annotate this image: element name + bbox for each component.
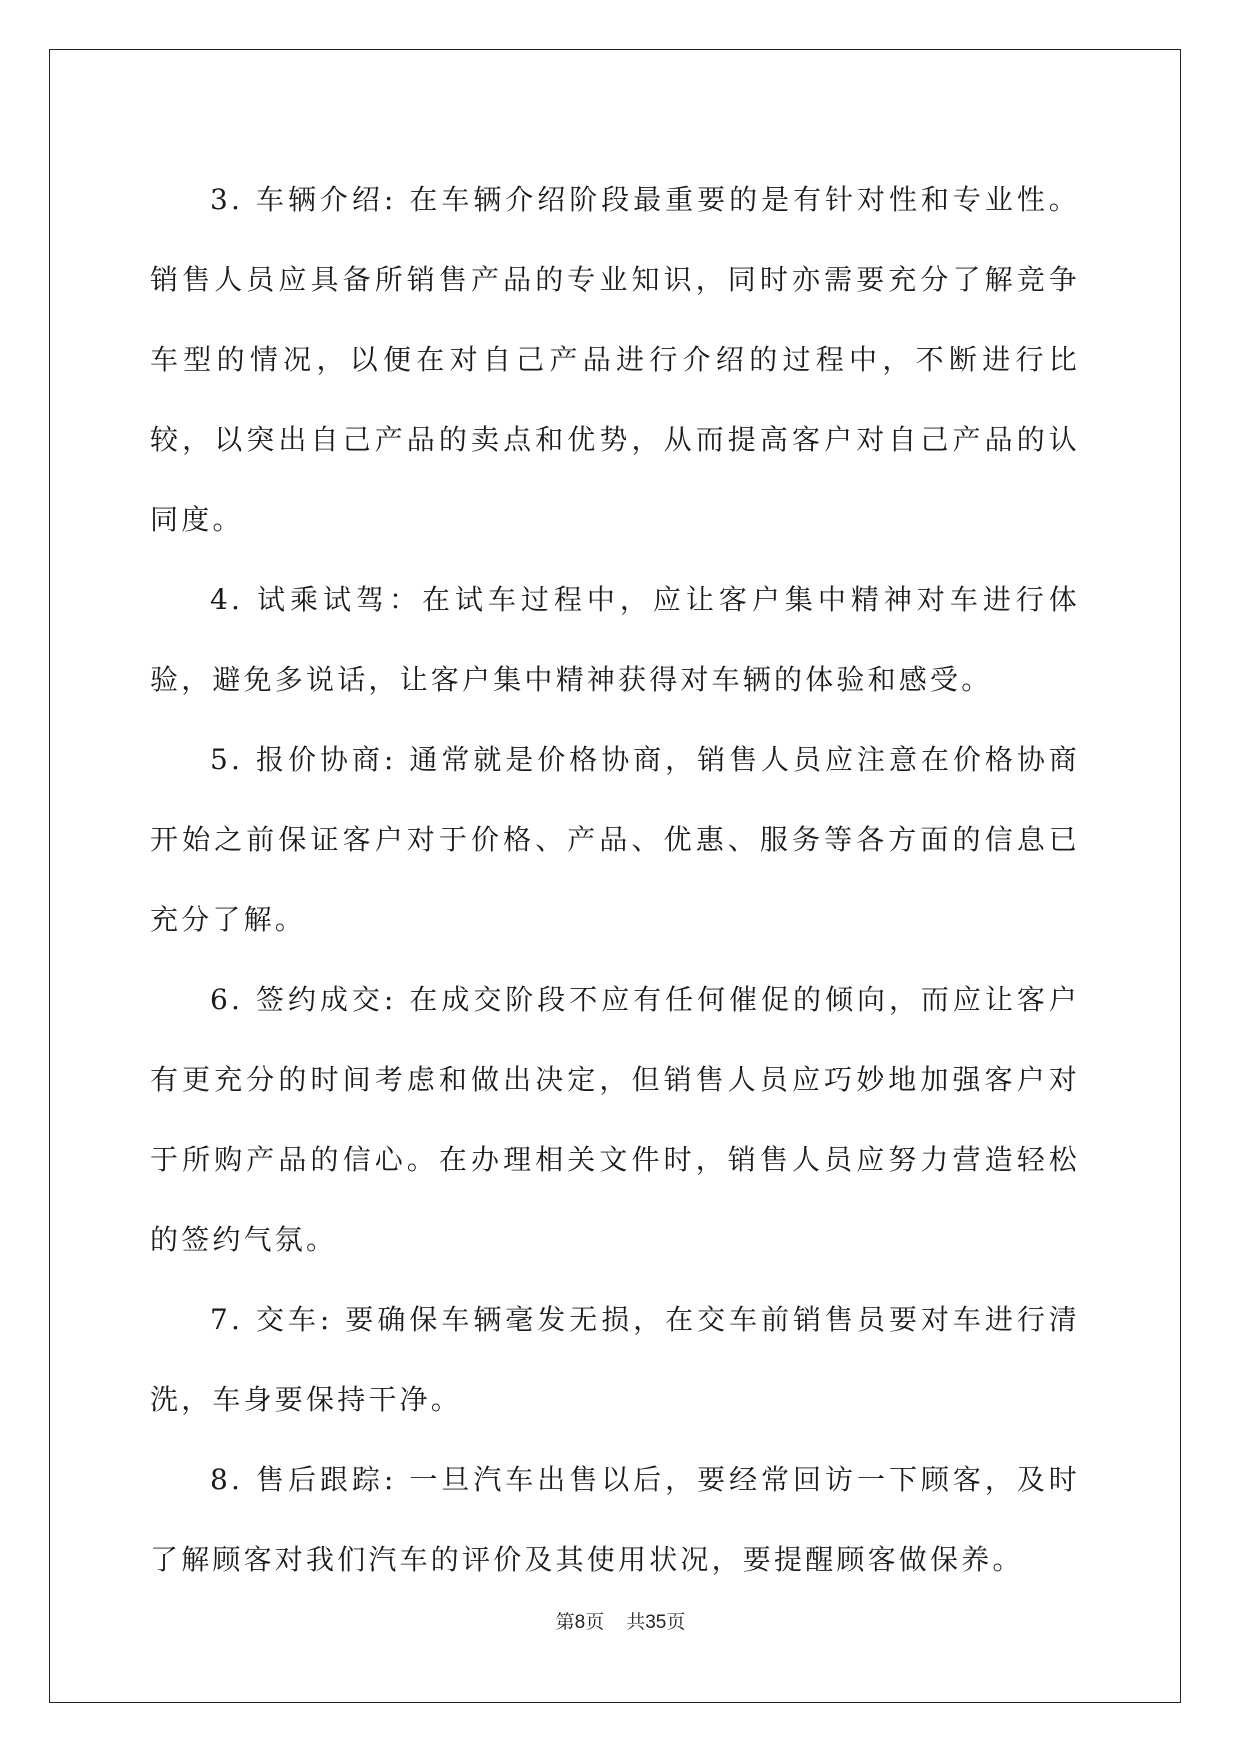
footer-page-number: 8: [574, 1612, 586, 1633]
document-body: [150, 160, 1080, 1600]
paragraph-price-negotiation: 5. 报价协商: 通常就是价格协商，销售人员应注意在价格协商开始之前保证客户对于价格、产品、优惠、服务等各方面的信息已充分了解。: [150, 743, 1080, 936]
footer-page-suffix: 页: [585, 1611, 605, 1633]
footer-page-prefix: 第: [555, 1611, 575, 1633]
paragraph-signing-deal: 6. 签约成交: 在成交阶段不应有任何催促的倾向，而应让客户有更充分的时间考虑和做出决定，但销售人员应巧妙地加强客户对于所购产品的信心。在办理相关文件时，销售人员应努力营造轻松的签约气氛。: [150, 983, 1080, 1256]
footer-total-suffix: 页: [666, 1611, 686, 1633]
paragraph-vehicle-delivery: 7. 交车: 要确保车辆毫发无损，在交车前销售员要对车进行清洗，车身要保持干净。: [150, 1303, 1080, 1416]
footer-total-prefix: 共: [626, 1611, 646, 1633]
paragraph-test-drive: 4. 试乘试驾：在试车过程中，应让客户集中精神对车进行体验，避免多说话，让客户集中精神获得对车辆的体验和感受。: [150, 583, 1080, 696]
paragraph-after-sales-followup: 8. 售后跟踪: 一旦汽车出售以后，要经常回访一下顾客，及时了解顾客对我们汽车的评价及其使用状况，要提醒顾客做保养。: [150, 1463, 1080, 1576]
paragraph-vehicle-introduction: 3. 车辆介绍: 在车辆介绍阶段最重要的是有针对性和专业性。销售人员应具备所销售产品的专业知识，同时亦需要充分了解竞争车型的情况，以便在对自己产品进行介绍的过程中，不断进行比较，以突出自己产品的卖点和优势，从而提高客户对自己产品的认同度。: [150, 183, 1080, 536]
footer-total-pages: 35: [645, 1612, 667, 1633]
page-footer: [0, 1610, 1241, 1635]
